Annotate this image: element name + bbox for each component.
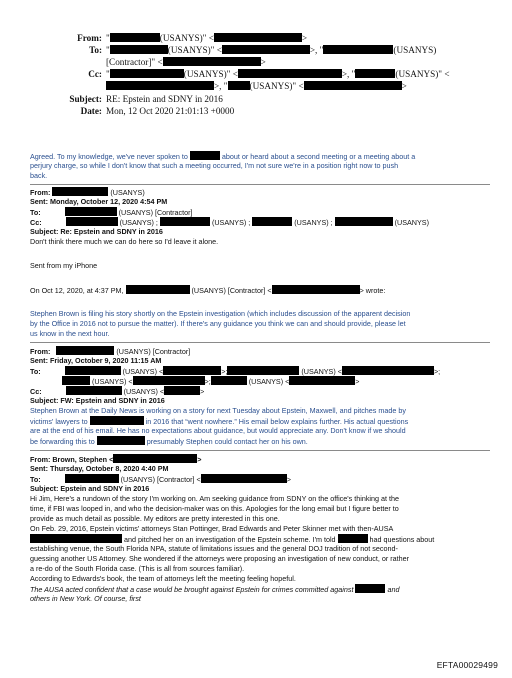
redaction	[164, 386, 200, 395]
msg-to-cont: (USANYS) < >; (USANYS) < >	[62, 376, 360, 386]
redaction	[56, 346, 114, 355]
msg-body: Don't think there much we can do here so I'd leave it alone.	[30, 237, 219, 246]
msg-subject: Subject: FW: Epstein and SDNY in 2016	[30, 396, 165, 405]
redaction	[227, 366, 299, 375]
redaction	[62, 376, 90, 385]
redaction	[106, 81, 214, 90]
body-line: The AUSA acted confident that a case would be brought against Epstein for crimes committed against and	[30, 585, 400, 594]
redaction	[238, 69, 342, 78]
msg-cc: Cc: (USANYS) < >	[30, 387, 205, 396]
body-line: others in New York. Of course, first	[30, 594, 141, 603]
divider	[30, 450, 490, 451]
header-date: Date: Mon, 12 Oct 2020 21:01:13 +0000	[80, 106, 235, 116]
forward-note: Stephen Brown at the Daily News is working on a story for next Tuesday about Epstein, Maxwell, and pitches made by	[30, 406, 406, 415]
forward-note: victims' lawyers to in 2016 that “went nowhere.” His email below explains further. His actual questions	[30, 417, 409, 426]
header-cc-cont: >, " (USANYS)" < >	[106, 81, 407, 92]
msg-sent: Sent: Friday, October 9, 2020 11:15 AM	[30, 356, 162, 365]
redaction	[110, 45, 168, 54]
redaction	[355, 584, 385, 593]
redaction	[252, 217, 292, 226]
redaction	[110, 69, 184, 78]
header-cc: Cc: " (USANYS)" < >, " (USANYS)" <	[88, 69, 450, 79]
header-subject: Subject: RE: Epstein and SDNY in 2016	[69, 94, 223, 104]
reply-line: perjury charge, so while I don't know that such a meeting occurred, I'm not sure we're in a position right now to push	[30, 161, 399, 170]
redaction	[160, 217, 210, 226]
redaction	[338, 534, 368, 543]
forward-note: are at the end of his email. He has no expectations about guidance, but would appreciate any. Don't know if we should	[30, 426, 406, 435]
redaction	[214, 33, 302, 42]
redaction	[66, 217, 118, 226]
forward-note: be forwarding this to presumably Stephen could contact her on his own.	[30, 437, 308, 446]
header-to-cont: [Contractor]" < >	[106, 57, 266, 67]
redaction	[97, 436, 145, 445]
msg-to: To: (USANYS) < >; (USANYS) < >;	[30, 367, 441, 376]
redaction	[323, 45, 393, 54]
body-line: Hi Jim, Here's a rundown of the story I'm working on. Am seeking guidance from SDNY on the office's thinking at the	[30, 494, 399, 503]
redaction	[289, 376, 355, 385]
msg-to: To: (USANYS) [Contractor] < >	[30, 475, 291, 484]
header-from: From: " (USANYS)" < >	[77, 33, 308, 43]
msg-from: From: (USANYS) [Contractor]	[30, 347, 191, 356]
redaction	[113, 454, 197, 463]
quoted-line: Stephen Brown is filing his story shortly on the Epstein investigation (which includes discussion of the apparent decision	[30, 309, 411, 318]
body-line: a re-do of the South Florida case. (This is all from sources familiar).	[30, 564, 245, 573]
redaction	[228, 81, 250, 90]
redaction	[304, 81, 402, 90]
body-line: On Feb. 29, 2016, Epstein victims' attorneys Stan Pottinger, Brad Edwards and Peter Skinner met with then-AUSA	[30, 524, 394, 533]
redaction	[90, 416, 144, 425]
msg-from: From: Brown, Stephen < >	[30, 455, 202, 464]
msg-signature: Sent from my iPhone	[30, 261, 98, 270]
body-line: According to Edwards's book, the team of attorneys left the meeting feeling hopeful.	[30, 574, 296, 583]
msg-sent: Sent: Thursday, October 8, 2020 4:40 PM	[30, 464, 169, 473]
redaction	[52, 187, 108, 196]
body-line: provide as much detail as possible. My editors are pretty interested in this one.	[30, 514, 280, 523]
redaction	[163, 57, 261, 66]
divider	[30, 342, 490, 343]
redaction	[65, 366, 121, 375]
quoted-line: by the Office in 2016 not to pursue the matter). If there's any guidance you think we can and should provide, please let	[30, 319, 406, 328]
body-line: guessing another US Attorney. She wondered if the attorneys were proposing an investigation of new conduct, or rather	[30, 554, 410, 563]
redaction	[66, 386, 122, 395]
msg-subject: Subject: Epstein and SDNY in 2016	[30, 484, 150, 493]
reply-line: back.	[30, 171, 48, 180]
reply-line: Agreed. To my knowledge, we've never spoken to about or heard about a second meeting or a meeting about a	[30, 152, 416, 161]
divider	[30, 184, 490, 185]
redaction	[65, 474, 119, 483]
redaction	[355, 69, 395, 78]
msg-sent: Sent: Monday, October 12, 2020 4:54 PM	[30, 197, 168, 206]
redaction	[133, 376, 205, 385]
redaction	[201, 474, 287, 483]
redaction	[272, 285, 360, 294]
redaction	[342, 366, 434, 375]
redaction	[65, 207, 117, 216]
quoted-line: us know in the next hour.	[30, 329, 110, 338]
redaction	[30, 534, 122, 543]
header-to: To: " (USANYS)" < >, " (USANYS)	[89, 45, 437, 55]
redaction	[110, 33, 160, 42]
msg-to: To: (USANYS) [Contractor]	[30, 208, 193, 217]
msg-subject: Subject: Re: Epstein and SDNY in 2016	[30, 227, 163, 236]
redaction	[222, 45, 310, 54]
msg-cc: Cc: (USANYS) ; (USANYS) ; (USANYS) ; (USANYS)	[30, 218, 429, 227]
redaction	[163, 366, 221, 375]
bates-number: EFTA00029499	[436, 660, 498, 670]
redaction	[211, 376, 247, 385]
body-line: and pitched her on an investigation of the Epstein scheme. I'm told had questions about	[30, 534, 434, 544]
body-line: time, if FBI was looped in, and who the decision-maker was on this. Apologies for the long email but I figure better to	[30, 504, 399, 513]
redaction	[126, 285, 190, 294]
body-line: establishing venue, the South Florida NPA, statute of limitations issues and the general DOJ tradition of not second-	[30, 544, 398, 553]
quote-intro: On Oct 12, 2020, at 4:37 PM, (USANYS) [Contractor] < > wrote:	[30, 286, 386, 295]
redaction	[335, 217, 393, 226]
redaction	[190, 151, 220, 160]
msg-from: From: (USANYS)	[30, 188, 145, 197]
